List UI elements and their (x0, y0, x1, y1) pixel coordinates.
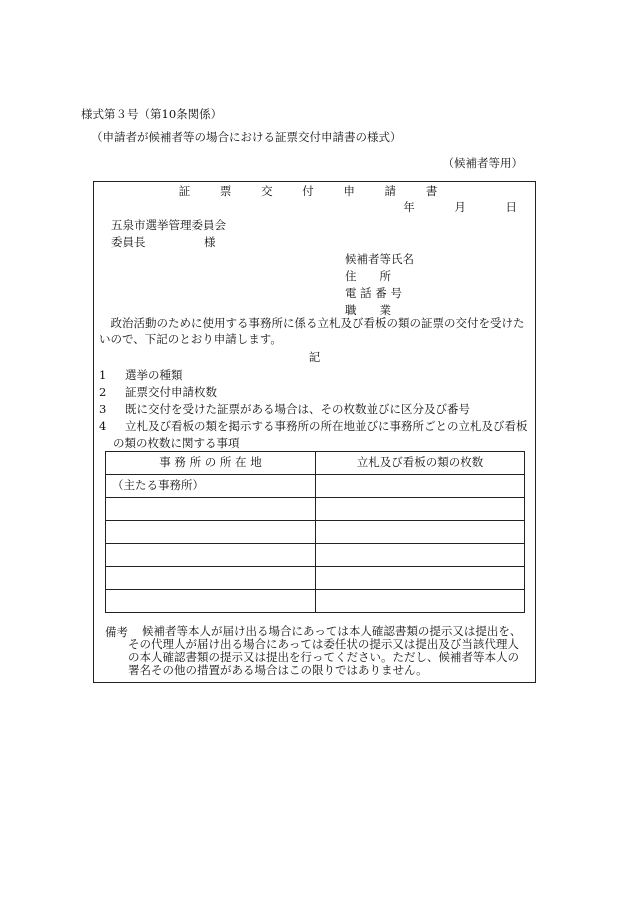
table-row (106, 475, 525, 498)
applicant-phone-label: 電 話 番 号 (345, 286, 402, 300)
item-text: 証票交付申請枚数 (125, 385, 217, 399)
table-row (106, 590, 525, 613)
applicant-address-label: 住 所 (345, 269, 391, 283)
item-number: 4 (99, 419, 107, 433)
ki-mark: 記 (308, 350, 321, 364)
location-cell[interactable] (106, 498, 316, 521)
item-text: 立札及び看板の類を掲示する事務所の所在地並びに事務所ごとの立札及び看板 (125, 419, 528, 433)
notes-label: 備考 (105, 625, 128, 639)
applicant-address-field (345, 269, 391, 285)
usage-note: （候補者等用） (442, 156, 523, 170)
request-text: 政治活動のために使用する事務所に係る立札及び看板の類の証票の交付を受けたいので、下記のとおり申請します。 (99, 316, 525, 346)
item-number: 2 (99, 385, 107, 399)
count-cell[interactable] (316, 498, 525, 521)
item-number: 3 (99, 402, 107, 416)
application-title: 証 票 交 付 申 請 書 (178, 184, 451, 198)
item-text: 選挙の種類 (125, 368, 183, 382)
count-cell[interactable] (316, 521, 525, 544)
applicant-phone-field (345, 286, 402, 302)
item-text-continued: の類の枚数に関する事項 (113, 436, 240, 450)
column-header-count: 立札及び看板の類の枚数 (316, 452, 525, 475)
location-cell[interactable] (106, 567, 316, 590)
form-subtitle: （申請者が候補者等の場合における証票交付申請書の様式） (91, 130, 402, 144)
table-header-row (106, 452, 525, 475)
count-cell[interactable] (316, 475, 525, 498)
applicant-occupation-label: 職 業 (345, 303, 391, 317)
form-number: 様式第３号（第10条関係） (81, 107, 223, 121)
location-cell[interactable] (106, 544, 316, 567)
table-row (106, 544, 525, 567)
location-cell[interactable]: （主たる事務所） (106, 475, 316, 498)
office-table (105, 451, 525, 613)
count-cell[interactable] (316, 567, 525, 590)
addressee-chair: 委員長 (111, 235, 146, 249)
addressee-org: 五泉市選挙管理委員会 (111, 218, 226, 232)
table-row (106, 521, 525, 544)
applicant-name-field (345, 252, 414, 268)
count-cell[interactable] (316, 590, 525, 613)
application-form-frame (93, 181, 536, 683)
notes-body: 候補者等本人が届け出る場合にあっては本人確認書類の提示又は提出を、その代理人が届け出る場合にあっては委任状の提示又は提出及び当該代理人の本人確認書類の提示又は提出を行ってください。ただし、候補者等本人の署名その他の措置がある場合はこの限りではありません。 (128, 624, 522, 677)
table-row (106, 567, 525, 590)
table-row (106, 498, 525, 521)
location-cell[interactable] (106, 521, 316, 544)
date-year: 年 (403, 200, 415, 214)
date-month: 月 (454, 200, 466, 214)
addressee-honorific: 様 (204, 235, 216, 249)
applicant-name-label: 候補者等氏名 (345, 252, 414, 266)
column-header-location: 事 務 所 の 所 在 地 (106, 452, 316, 475)
item-number: 1 (99, 368, 107, 382)
count-cell[interactable] (316, 544, 525, 567)
date-day: 日 (505, 200, 517, 214)
location-cell[interactable] (106, 590, 316, 613)
date-line (375, 200, 517, 216)
item-text: 既に交付を受けた証票がある場合は、その枚数並びに区分及び番号 (125, 402, 470, 416)
